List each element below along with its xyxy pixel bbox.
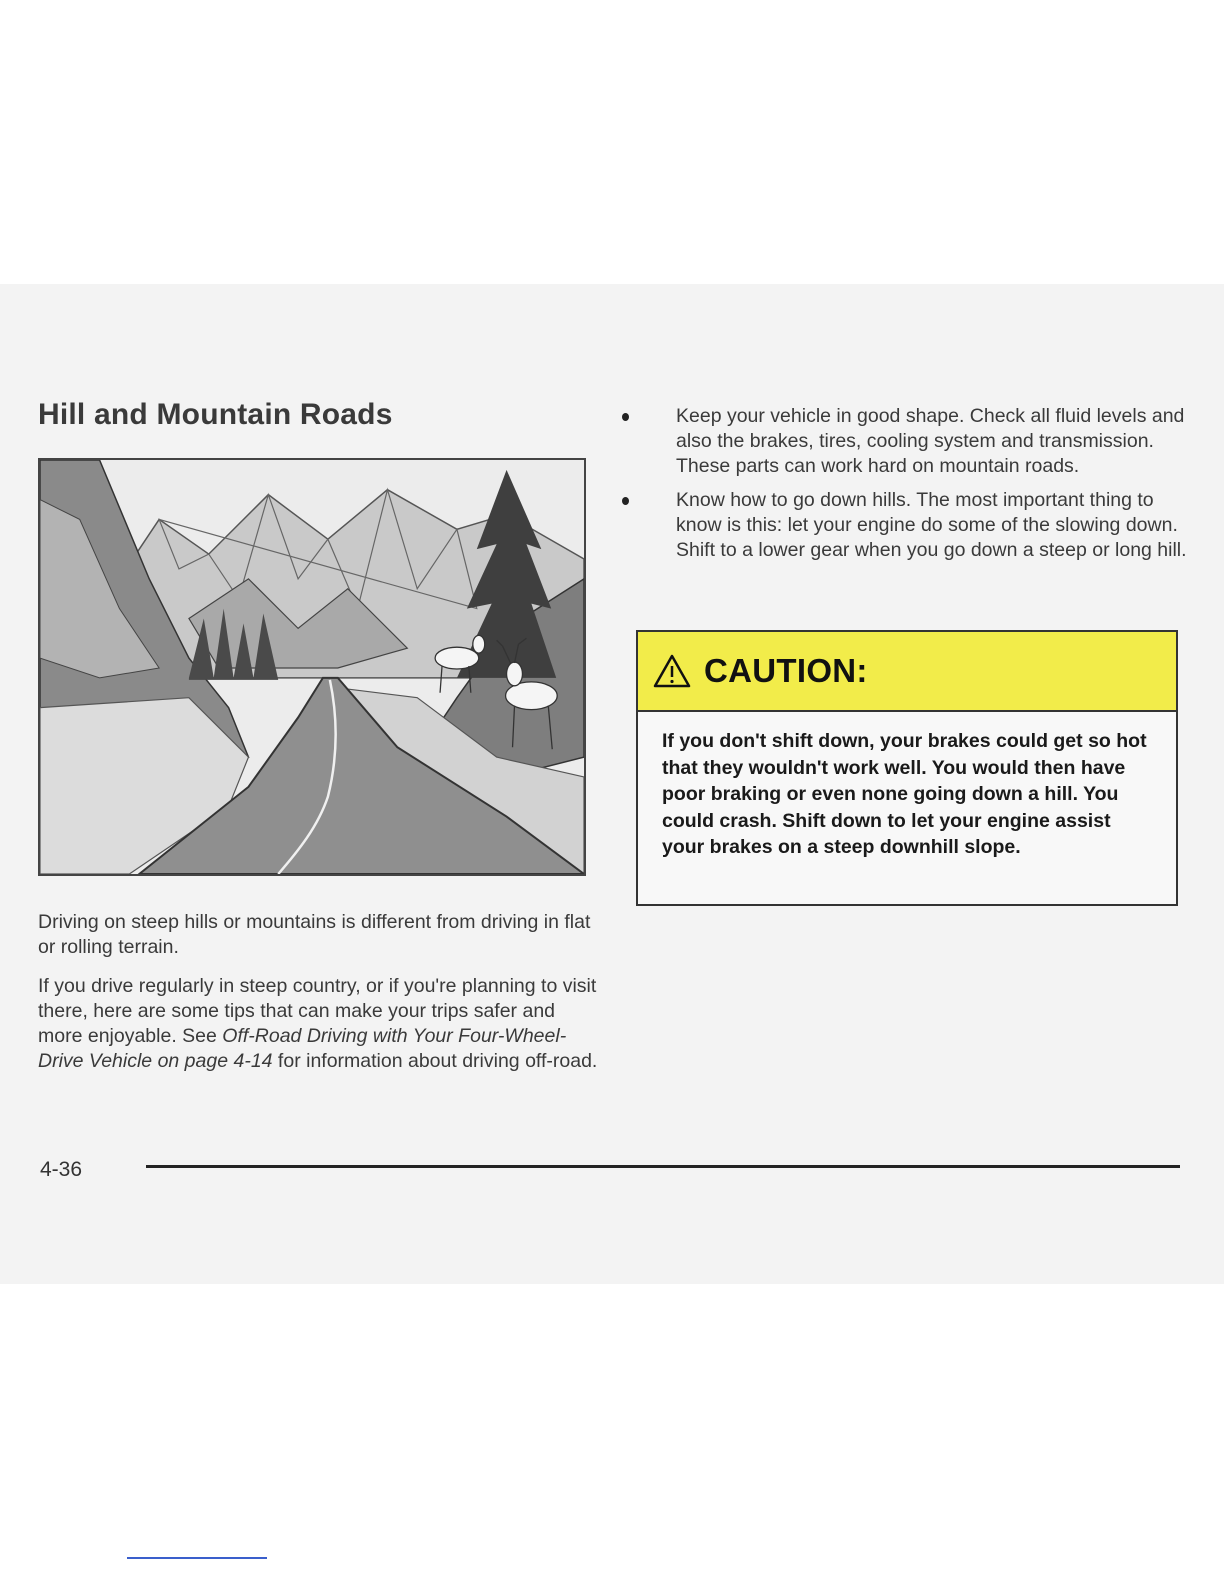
mountain-road-with-deer-illustration	[40, 460, 584, 874]
tips-list	[620, 404, 1190, 572]
intro-text	[38, 910, 598, 1088]
mountain-road-illustration	[38, 458, 586, 876]
caution-body: If you don't shift down, your brakes could get so hot that they wouldn't work well. You would then have poor braking or even none going down a hill. You could crash. Shift down to let your engine assist your brakes on a steep downhill slope.	[662, 730, 1147, 858]
caution-header	[638, 632, 1176, 712]
tip-text: Know how to go down hills. The most important thing to know is this: let your engine do some of the slowing down. Shift to a lower gear when you go down a steep or long hill.	[676, 489, 1187, 561]
bottom-underline	[127, 1557, 267, 1559]
list-item	[620, 488, 1190, 563]
warning-triangle-icon	[652, 653, 692, 689]
intro-paragraph-2	[38, 974, 598, 1074]
intro-paragraph-2-start: If you drive regularly in steep country, or if you're planning to visit there, here are some tips that can make your trips safer and more enjoyable. See	[38, 975, 597, 1047]
bullet-icon	[622, 413, 629, 421]
off-road-reference-link[interactable]: Off-Road Driving with Your Four-Wheel-Drive Vehicle on page 4-14	[38, 1025, 567, 1072]
caution-title: CAUTION:	[704, 652, 868, 689]
intro-paragraph-1: Driving on steep hills or mountains is different from driving in flat or rolling terrain.	[38, 911, 591, 958]
page-number: 4-36	[40, 1158, 83, 1181]
page-title: Hill and Mountain Roads	[38, 398, 393, 431]
footer-divider	[146, 1165, 1180, 1168]
bullet-icon	[622, 497, 629, 505]
intro-paragraph-2-end: for information about driving off-road.	[272, 1050, 598, 1072]
tip-text: Keep your vehicle in good shape. Check all fluid levels and also the brakes, tires, cooling system and transmission. These parts can work hard on mountain roads.	[676, 405, 1185, 477]
list-item	[620, 404, 1190, 479]
caution-box	[636, 630, 1178, 906]
